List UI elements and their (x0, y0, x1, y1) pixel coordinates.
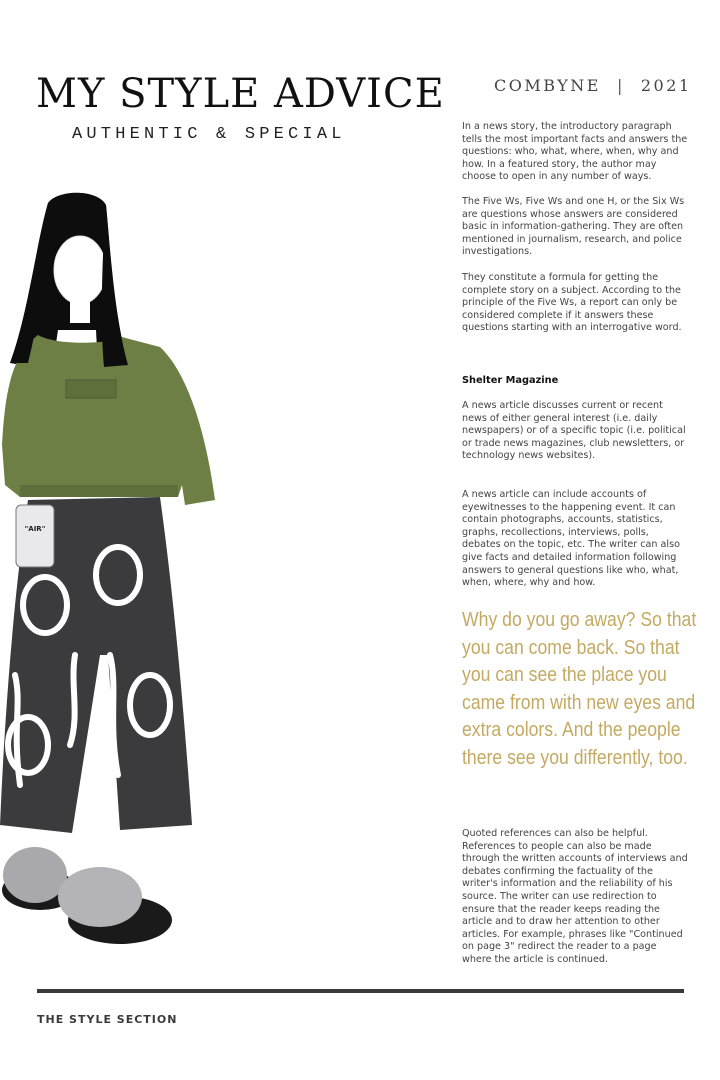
page-title: MY STYLE ADVICE (36, 71, 445, 117)
logo-patch (66, 380, 116, 398)
section-heading: Shelter Magazine (462, 375, 559, 386)
article-paragraph: Quoted references can also be helpful. References to people can also be made through the written accounts of interviews and debates confirming the factuality of the writer's information and the reliability of his source. The writer can use redirection to ensure that the reader keeps reading the article and to draw her attention to other articles. For example, phrases like "Continued on page 3" redirect the reader to a page where the article is continued. (462, 828, 688, 965)
phone-case-text: "AIR" (24, 525, 46, 533)
page-subtitle: AUTHENTIC & SPECIAL (72, 125, 346, 144)
brand-line (494, 76, 692, 95)
article-paragraph: In a news story, the introductory paragraph tells the most important facts and answers the questions: who, what, where, when, why and how. In a featured story, the author may choose to open in any number of ways. (462, 121, 688, 183)
brand-year: 2021 (640, 76, 692, 95)
article-paragraph: They constitute a formula for getting the complete story on a subject. According to the principle of the Five Ws, a report can only be considered complete if it answers these questions starting with an interrogative word. (462, 272, 682, 334)
footer-divider (37, 989, 684, 993)
face (54, 236, 106, 304)
phone-case (16, 505, 54, 567)
article-paragraph: A news article can include accounts of eyewitnesses to the happening event. It can contain photographs, accounts, statistics, graphs, recollections, interviews, polls, debates on the topic, etc. The writer can also give facts and detailed information following answers to general questions like who, what, when, where, why and how. (462, 489, 680, 589)
footer-section-label: THE STYLE SECTION (37, 1013, 178, 1026)
fur-strap-left (3, 847, 67, 903)
pull-quote: Why do you go away? So that you can come back. So that you can see the place you came from with new eyes and extra colors. And the people there see you differently, too. (462, 608, 697, 769)
article-paragraph: A news article discusses current or recent news of either general interest (i.e. daily newspapers) or of a specific topic (i.e. political or trade news magazines, club newsletters, or technology news websites). (462, 400, 686, 462)
article-paragraph: The Five Ws, Five Ws and one H, or the Six Ws are questions whose answers are considered basic in information-gathering. They are often mentioned in journalism, research, and police investigations. (462, 196, 685, 258)
neck (70, 297, 90, 323)
brand-separator: | (616, 76, 625, 95)
brand-name: COMBYNE (494, 76, 601, 95)
fur-strap-right (58, 867, 142, 927)
outfit-collage (0, 185, 240, 965)
